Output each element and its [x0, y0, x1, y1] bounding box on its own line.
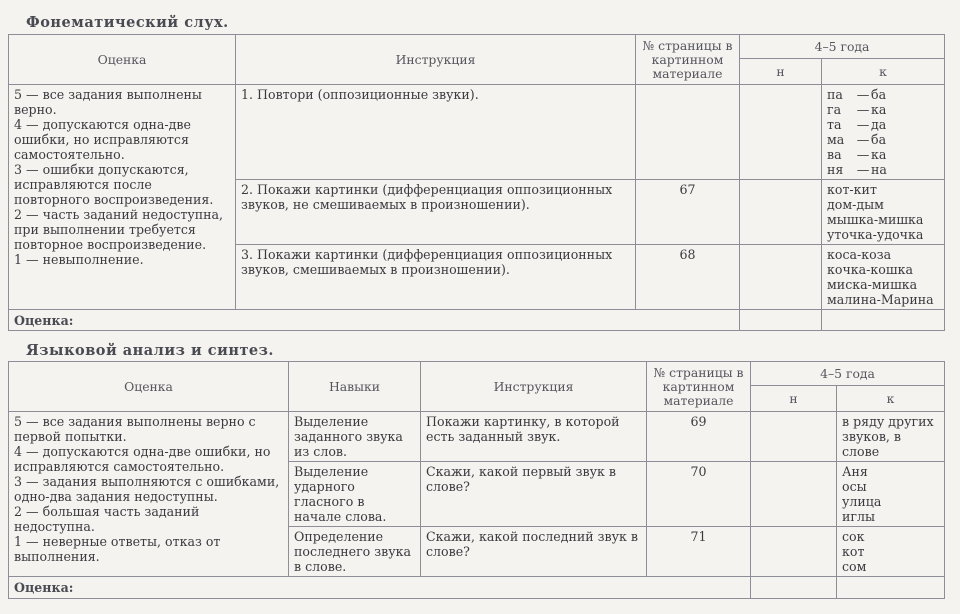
k-cell	[822, 245, 945, 310]
score-label: Оценка:	[9, 577, 751, 599]
criterion: 1 — невыполнение.	[14, 252, 144, 267]
instruction-cell: 2. Покажи картинки (дифференциация оппозиционных звуков, не смешиваемых в произношении).	[236, 180, 636, 245]
page-cell: 71	[647, 527, 751, 577]
instruction-cell: 3. Покажи картинки (дифференциация оппозиционных звуков, смешиваемых в произношении).	[236, 245, 636, 310]
word: Аня	[842, 464, 868, 479]
header-age: 4–5 года	[740, 35, 945, 59]
k-cell	[837, 462, 945, 527]
n-cell	[740, 85, 822, 180]
instruction-cell: 1. Повтори (оппозиционные звуки).	[236, 85, 636, 180]
word: уточка-удочка	[827, 227, 924, 242]
criterion: 5 — все задания выполнены верно с первой попытки.	[14, 414, 256, 444]
syllable-pair: га — ка	[827, 102, 887, 117]
header-rating: Оценка	[9, 362, 289, 412]
n-cell	[740, 180, 822, 245]
word: улица	[842, 494, 882, 509]
word: миска-мишка	[827, 277, 918, 292]
criterion: 4 — допускаются одна-две ошибки, но исправляются самостоятельно.	[14, 444, 271, 474]
page-cell: 67	[636, 180, 740, 245]
instruction-cell: Скажи, какой первый звук в слове?	[421, 462, 647, 527]
criterion: 4 — допускаются одна-две ошибки, но исправляются самостоятельно.	[14, 117, 191, 162]
criterion: 1 — неверные ответы, отказ от выполнения.	[14, 534, 221, 564]
rating-criteria	[9, 412, 289, 577]
word: осы	[842, 479, 867, 494]
phonemic-hearing-table	[8, 34, 945, 331]
word: сок	[842, 529, 865, 544]
criterion: 5 — все задания выполнены верно.	[14, 87, 202, 117]
score-label: Оценка:	[9, 310, 740, 331]
syllable-pair: ва — ка	[827, 147, 887, 162]
n-cell	[751, 462, 837, 527]
section2-title: Языковой анализ и синтез.	[26, 342, 274, 359]
word: кот-кит	[827, 182, 877, 197]
header-k: к	[837, 386, 945, 412]
syllable-pair: ня — на	[827, 162, 887, 177]
syllable-pair: ма — ба	[827, 132, 887, 147]
k-cell	[837, 527, 945, 577]
word: малина-Марина	[827, 292, 934, 307]
score-k-cell	[837, 577, 945, 599]
instruction-cell: Скажи, какой последний звук в слове?	[421, 527, 647, 577]
n-cell	[751, 412, 837, 462]
header-age: 4–5 года	[751, 362, 945, 386]
word: кот	[842, 544, 865, 559]
criterion: 2 — большая часть заданий недоступна.	[14, 504, 200, 534]
skill-cell: Выделение заданного звука из слов.	[289, 412, 421, 462]
score-n-cell	[740, 310, 822, 331]
header-page-no: № страницы в картинном материале	[647, 362, 751, 412]
syllable-pair: па — ба	[827, 87, 887, 102]
word: в ряду других звуков, в слове	[842, 414, 934, 459]
n-cell	[740, 245, 822, 310]
header-instruction: Инструкция	[236, 35, 636, 85]
score-k-cell	[822, 310, 945, 331]
k-cell	[837, 412, 945, 462]
word: коса-коза	[827, 247, 892, 262]
criterion: 3 — задания выполняются с ошибками, одно-два задания недоступны.	[14, 474, 280, 504]
criterion: 3 — ошибки допускаются, исправляются после повторного воспроизведения.	[14, 162, 214, 207]
rating-criteria	[9, 85, 236, 310]
page-cell: 69	[647, 412, 751, 462]
language-analysis-table	[8, 361, 945, 599]
score-n-cell	[751, 577, 837, 599]
instruction-cell: Покажи картинку, в которой есть заданный звук.	[421, 412, 647, 462]
header-n: н	[751, 386, 837, 412]
page-cell	[636, 85, 740, 180]
word: кочка-кошка	[827, 262, 913, 277]
page-cell: 70	[647, 462, 751, 527]
header-instruction: Инструкция	[421, 362, 647, 412]
header-page-no: № страницы в картинном материале	[636, 35, 740, 85]
k-cell	[822, 85, 945, 180]
skill-cell: Определение последнего звука в слове.	[289, 527, 421, 577]
header-k: к	[822, 59, 945, 85]
header-skills: Навыки	[289, 362, 421, 412]
page-cell: 68	[636, 245, 740, 310]
header-n: н	[740, 59, 822, 85]
n-cell	[751, 527, 837, 577]
section1-title: Фонематический слух.	[26, 14, 229, 31]
word: мышка-мишка	[827, 212, 924, 227]
word: сом	[842, 559, 867, 574]
skill-cell: Выделение ударного гласного в начале слова.	[289, 462, 421, 527]
header-rating: Оценка	[9, 35, 236, 85]
word: дом-дым	[827, 197, 884, 212]
word: иглы	[842, 509, 876, 524]
k-cell	[822, 180, 945, 245]
criterion: 2 — часть заданий недоступна, при выполнении требуется повторное воспроизведение.	[14, 207, 224, 252]
syllable-pair: та — да	[827, 117, 887, 132]
